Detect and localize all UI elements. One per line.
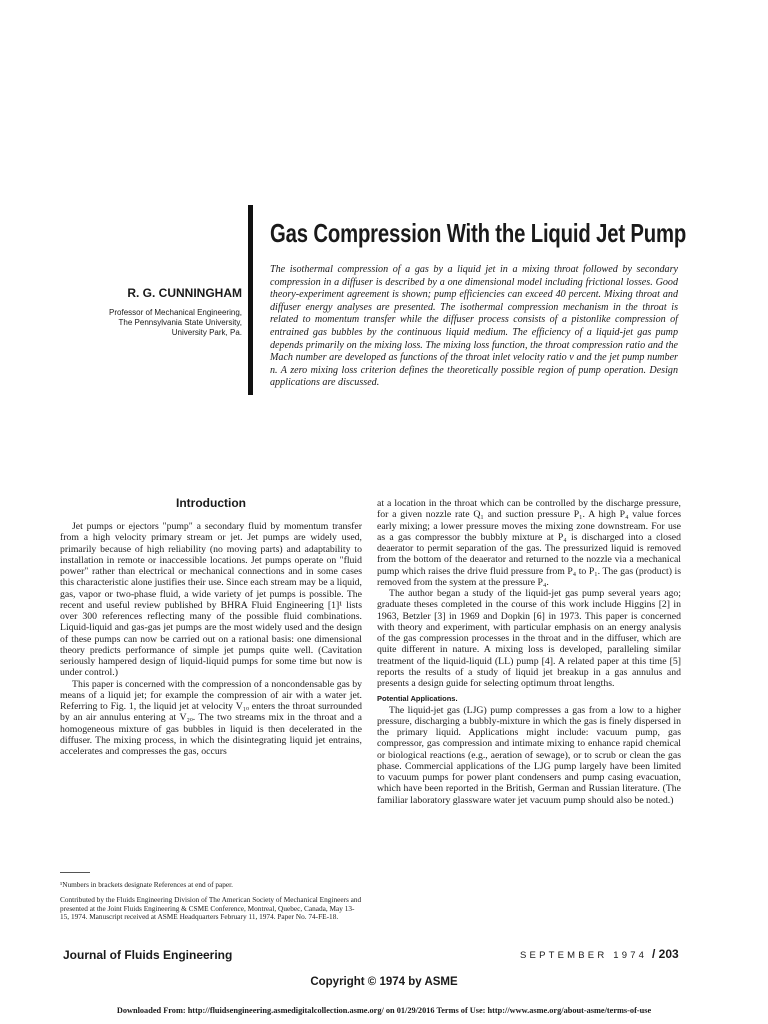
footnote-divider (60, 872, 90, 873)
author-name: R. G. CUNNINGHAM (127, 286, 242, 300)
copyright-notice: Copyright © 1974 by ASME (310, 976, 458, 988)
body-paragraph: The liquid-jet gas (LJG) pump compresses a gas from a low to a higher pressure, discharging a bubbly-mixture in which the gas is finely dispersed in the primary liquid. Applications might include: vacuum pump, gas compressor, gas compression and intimate mixing to enhance rapid chemical or biological reactions (e.g., aeration of sewage), or to scrub or clean the gas phase. Commercial applications of the LJG pump largely have been limited to vacuum pumps for power plant condensers and pump casing evacuation, which have been reported in the British, German and Russian literature. (The familiar laboratory glassware water jet vacuum pump should also be noted.) (377, 704, 681, 806)
journal-name: Journal of Fluids Engineering (63, 948, 233, 962)
subheading-potential-applications: Potential Applications. (377, 694, 458, 704)
affiliation-line: University Park, Pa. (171, 328, 242, 337)
footnote: Contributed by the Fluids Engineering Division of The American Society of Mechanical Engineers and presented at the Joint Fluids Engineering & CSME Conference, Montreal, Quebec, Canada, May 13-15, 1974. Manuscript received at ASME Headquarters February 11, 1974. Paper No. 74-FE-18. (60, 894, 362, 922)
body-paragraph: The author began a study of the liquid-jet gas pump several years ago; graduate theses completed in the course of this work include Higgins [2] in 1963, Betzler [3] in 1969 and Dopkin [6] in 1973. This paper is concerned with theory and experiment, with particular emphasis on an energy analysis of the gas compression processes in the throat and in the diffuser, which are quite different in nature. A mixing loss is developed, paralleling similar treatment of the liquid-liquid (LL) pump [4]. A related paper at this time [5] reports the results of a study of liquid jet breakup in a gas annulus and presents a design guide for selecting optimum throat lengths. (377, 588, 681, 689)
page-number: / 203 (652, 947, 679, 961)
section-heading-introduction: Introduction (176, 496, 246, 510)
right-column (377, 498, 681, 806)
affiliation-line: Professor of Mechanical Engineering, (109, 308, 242, 317)
left-column (60, 498, 362, 757)
body-paragraph: Jet pumps or ejectors "pump" a secondary fluid by momentum transfer from a high velocity primary stream or jet. Jet pumps are widely used, primarily because of high reliability (no moving parts) and adaptability to installation in remote or inaccessible locations. Jet pumps operate on "fluid power" rather than electrical or mechanical connections and in some cases this characteristic alone justifies their use. Since each stream may be a liquid, gas, vapor or two-phase fluid, a wide variety of jet pumps is possible. The recent and useful review published by BHRA Fluid Engineering [1]¹ lists over 300 references reflecting many of the possible fluid combinations. Liquid-liquid and gas-gas jet pumps are the most widely used and the design of these pumps can now be carried out on a rational basis: one dimensional theory predicts performance of simple jet pumps quite well. (Cavitation seriously hampered design of liquid-liquid pumps for some time but now is under control.) (60, 521, 362, 679)
download-notice: Downloaded From: http://fluidsengineering.asmedigitalcollection.asme.org/ on 01/29/2016 Terms of Use: http://www.asme.org/about-asme/terms-of-use (116, 1006, 652, 1015)
body-paragraph: at a location in the throat which can be controlled by the discharge pressure, for a given nozzle rate Q₁ and suction pressure P₁. A high P₄ value forces early mixing; a lower pressure moves the mixing zone downstream. For use as a gas compressor the bubbly mixture at P₄ is discharged into a closed deaerator to permit separation of the gas. The pressurized liquid is removed from the bottom of the deaerator and returned to the nozzle via a mechanical pump which raises the drive fluid pressure from P₄ to P₁. The gas (product) is removed from the system at the pressure P₄. (377, 498, 681, 588)
author-affiliation (109, 308, 242, 338)
issue-date: SEPTEMBER 1974 (520, 950, 648, 961)
paper-title: Gas Compression With the Liquid Jet Pump (270, 218, 687, 248)
footnote: ¹Numbers in brackets designate References at end of paper. (60, 880, 233, 889)
affiliation-line: The Pennsylvania State University, (118, 318, 242, 327)
abstract: The isothermal compression of a gas by a liquid jet in a mixing throat followed by secondary compression in a diffuser is described by a one dimensional model including frictional losses. Good theory-experiment agreement is shown; pump efficiencies can exceed 40 percent. Mixing throat and diffuser energy analyses are presented. The isothermal compression mechanism in the throat is related to momentum transfer while the diffuser process consists of a pistonlike compression of entrained gas bubbles by the continuous liquid medium. The efficiency of a liquid-jet gas pump depends primarily on the mixing loss. The mixing loss function, the throat compression ratio and the Mach number are developed as functions of the throat inlet velocity ratio ν and the jet pump number n. A zero mixing loss criterion defines the theoretically possible region of pump operation. Design applications are discussed. (270, 264, 678, 389)
footnotes (60, 872, 362, 928)
title-rule-bar (248, 205, 253, 395)
body-paragraph: This paper is concerned with the compression of a noncondensable gas by means of a liquid jet; for example the compression of air with a water jet. Referring to Fig. 1, the liquid jet at velocity V₁ₒ enters the throat surrounded by an air annulus entering at V₂ₒ. The two streams mix in the throat and a homogeneous mixture of gas bubbles in liquid is then decelerated in the diffuser. The mixing process, in which the disintegrating liquid jet entrains, accelerates and compresses the gas, occurs (60, 678, 362, 757)
